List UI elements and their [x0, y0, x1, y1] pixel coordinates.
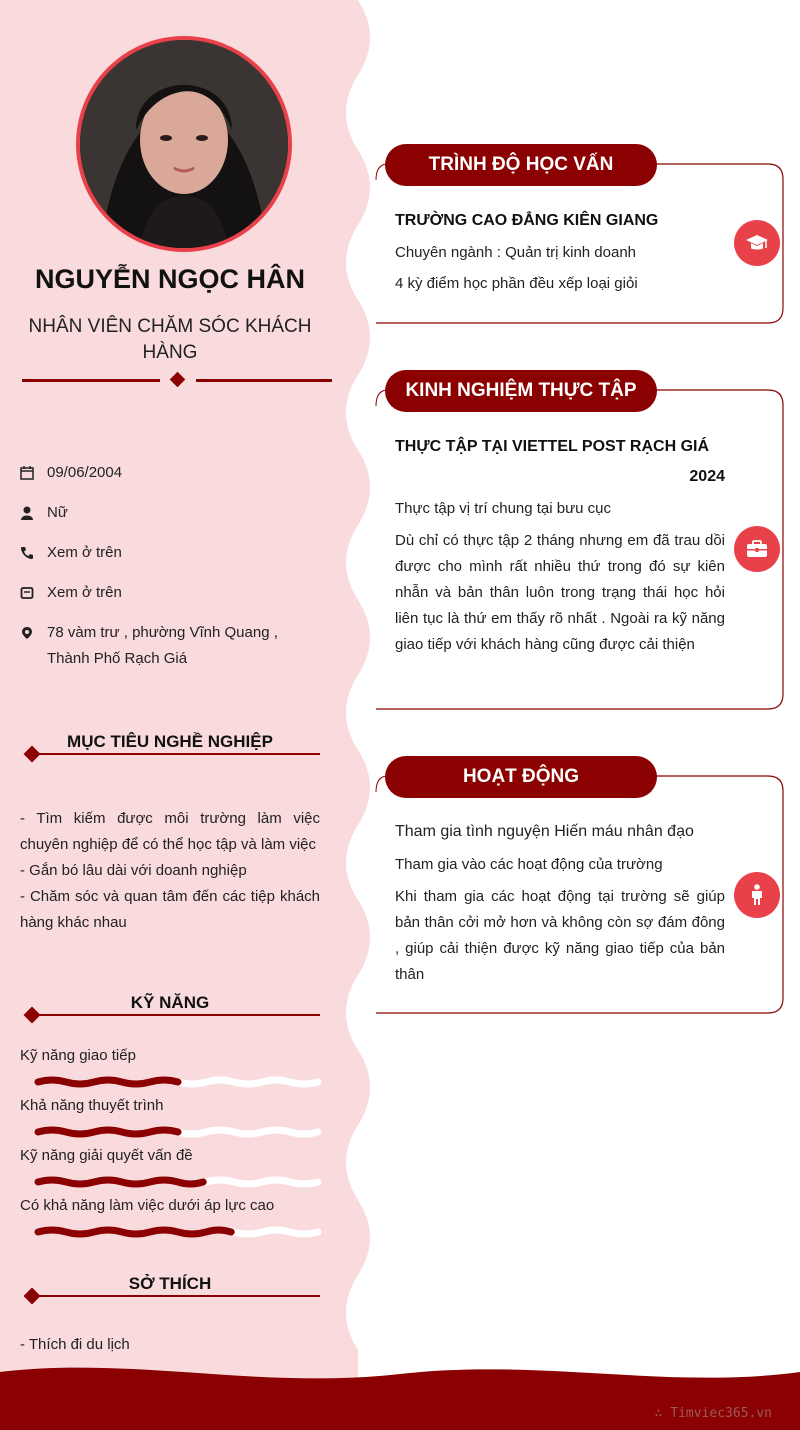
experience-header: KINH NGHIỆM THỰC TẬP: [385, 370, 657, 412]
location-icon: [20, 620, 47, 672]
skills-title: KỸ NĂNG: [130, 993, 210, 1012]
name-divider-right: [196, 379, 332, 382]
watermark-text: Timviec365.vn: [670, 1406, 772, 1421]
education-header: TRÌNH ĐỘ HỌC VẤN: [385, 144, 657, 186]
email-icon: [20, 580, 47, 606]
hobby-item: - Thích đi du lịch: [20, 1336, 130, 1353]
objective-title-line: [32, 753, 320, 755]
experience-year: 2024: [689, 468, 725, 485]
briefcase-icon: [734, 526, 780, 572]
skill-bar: [34, 1075, 324, 1089]
objective-line: - Tìm kiếm được môi trường làm việc chuyên nghiệp để có thể học tập và làm việc: [20, 810, 320, 853]
contact-text: Nữ: [47, 504, 68, 521]
objective-title: MỤC TIÊU NGHỀ NGHIỆP: [67, 732, 273, 751]
person-icon: [734, 872, 780, 918]
activities-header: HOẠT ĐỘNG: [385, 756, 657, 798]
skill-label: Kỹ năng giao tiếp: [20, 1047, 136, 1064]
watermark: ∴ Timviec365.vn: [654, 1406, 772, 1421]
graduation-cap-icon: [734, 220, 780, 266]
experience-position: Thực tập vị trí chung tại bưu cục: [395, 500, 612, 517]
education-major: Chuyên ngành : Quản trị kinh doanh: [395, 244, 637, 261]
activities-description: Khi tham gia các hoạt động tại trường sẽ giúp bản thân cởi mở hơn và không còn sợ đám đông , giúp cải thiện được kỹ năng giao tiếp của bản thân: [395, 888, 725, 983]
activity-item: Tham gia tình nguyện Hiến máu nhân đạo: [395, 823, 694, 840]
name-divider: [22, 379, 160, 382]
skill-label: Có khả năng làm việc dưới áp lực cao: [20, 1197, 275, 1214]
calendar-icon: [20, 460, 47, 486]
skill-bar: [34, 1125, 324, 1139]
contact-address: [20, 620, 320, 672]
experience-company: THỰC TẬP TẠI VIETTEL POST RẠCH GIÁ: [395, 438, 710, 455]
contact-phone: [20, 540, 320, 566]
activity-item: Tham gia vào các hoạt động của trường: [395, 856, 663, 873]
contact-birthdate: [20, 460, 320, 486]
contact-gender: [20, 500, 320, 526]
contact-email: [20, 580, 320, 606]
avatar: [80, 40, 288, 248]
skill-bar: [34, 1225, 324, 1239]
phone-icon: [20, 540, 47, 566]
experience-description: Dù chỉ có thực tập 2 tháng nhưng em đã trau dồi được cho mình rất nhiều thứ trong đó sự kiên nhẫn và bản thân luôn trong trạng thái học hỏi liên tục là thứ em thấy rõ nhất . Ngoài ra kỹ năng giao tiếp với khách hàng cũng được cải thiện: [395, 532, 725, 653]
profile-name: NGUYỄN NGỌC HÂN: [34, 264, 305, 294]
skill-bar: [34, 1175, 324, 1189]
skill-label: Khả năng thuyết trình: [20, 1097, 164, 1114]
hobbies-title: SỞ THÍCH: [128, 1274, 212, 1293]
contact-text: 09/06/2004: [47, 464, 123, 481]
skill-label: Kỹ năng giải quyết vấn đề: [20, 1147, 193, 1164]
objective-line: - Gắn bó lâu dài với doanh nghiệp: [20, 862, 247, 879]
profile-photo: [76, 36, 292, 252]
objective-line: - Chăm sóc và quan tâm đến các tiệp khách hàng khác nhau: [20, 888, 320, 931]
contact-text: 78 vàm trư , phường Vĩnh Quang , Thành Phố Rạch Giá: [47, 624, 278, 667]
profile-role: NHÂN VIÊN CHĂM SÓC KHÁCH HÀNG: [28, 316, 312, 363]
user-icon: [20, 500, 47, 526]
education-note: 4 kỳ điểm học phần đều xếp loại giỏi: [395, 275, 638, 292]
education-school: TRƯỜNG CAO ĐẲNG KIÊN GIANG: [395, 212, 659, 229]
skills-title-line: [32, 1014, 320, 1016]
hobbies-title-line: [32, 1295, 320, 1297]
contact-text: Xem ở trên: [47, 544, 122, 561]
contact-text: Xem ở trên: [47, 584, 122, 601]
objective-content: [20, 806, 320, 936]
